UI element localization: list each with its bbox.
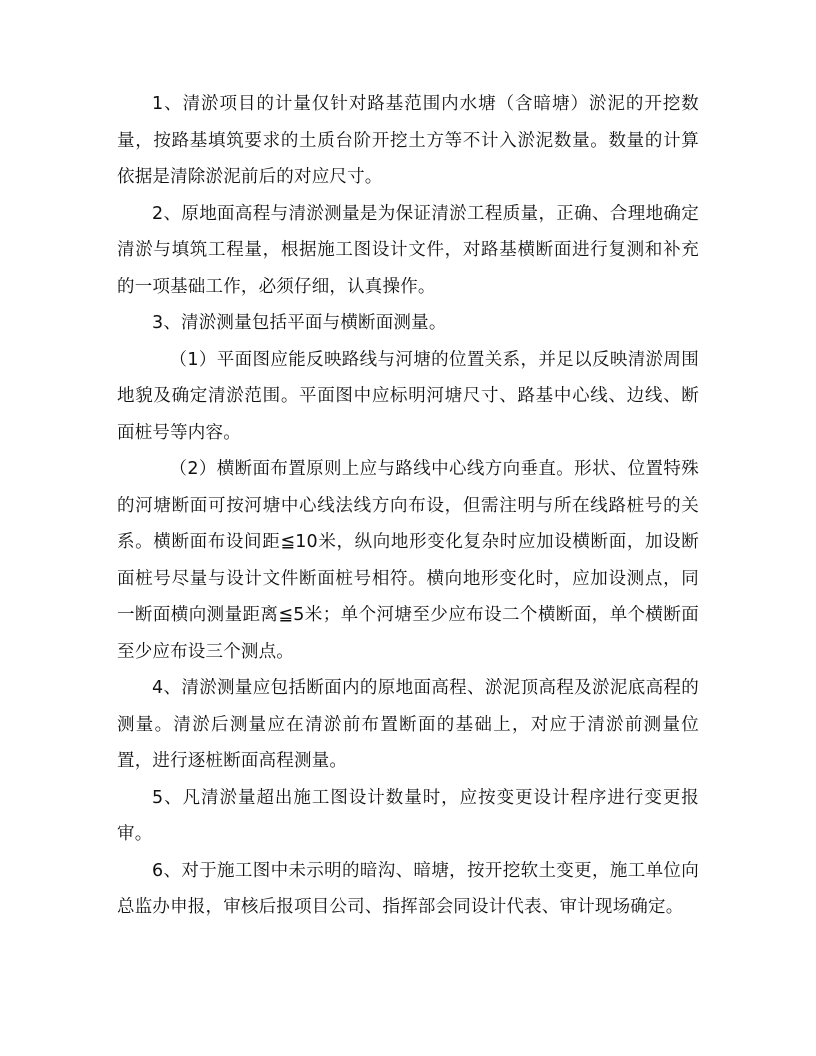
paragraph-3-2: （2）横断面布置原则上应与路线中心线方向垂直。形状、位置特殊的河塘断面可按河塘中心线法线方向布设，但需注明与所在线路桩号的关系。横断面布设间距≦10米，纵向地形变化复杂时应加设横断面，加设断面桩号尽量与设计文件断面桩号相符。横向地形变化时，应加设测点，同一断面横向测量距离≦5米；单个河塘至少应布设二个横断面，单个横断面至少应布设三个测点。	[117, 459, 699, 662]
paragraph-3: 3、清淤测量包括平面与横断面测量。	[152, 313, 447, 333]
paragraph-3-1: （1）平面图应能反映路线与河塘的位置关系，并足以反映清淤周围地貌及确定清淤范围。平面图中应标明河塘尺寸、路基中心线、边线、断面桩号等内容。	[117, 349, 699, 443]
paragraph-6: 6、对于施工图中未示明的暗沟、暗塘，按开挖软土变更，施工单位向总监办申报，审核后报项目公司、指挥部会同设计代表、审计现场确定。	[117, 860, 699, 917]
paragraph-4: 4、清淤测量应包括断面内的原地面高程、淤泥顶高程及淤泥底高程的测量。清淤后测量应在清淤前布置断面的基础上，对应于清淤前测量位置，进行逐桩断面高程测量。	[117, 678, 699, 771]
paragraph-5: 5、凡清淤量超出施工图设计数量时，应按变更设计程序进行变更报审。	[117, 787, 699, 844]
paragraph-2: 2、原地面高程与清淤测量是为保证清淤工程质量，正确、合理地确定清淤与填筑工程量，根据施工图设计文件，对路基横断面进行复测和补充的一项基础工作，必须仔细，认真操作。	[117, 203, 699, 297]
document-body	[117, 86, 699, 926]
paragraph-1: 1、清淤项目的计量仅针对路基范围内水塘（含暗塘）淤泥的开挖数量，按路基填筑要求的土质台阶开挖土方等不计入淤泥数量。数量的计算依据是清除淤泥前后的对应尺寸。	[117, 94, 699, 187]
